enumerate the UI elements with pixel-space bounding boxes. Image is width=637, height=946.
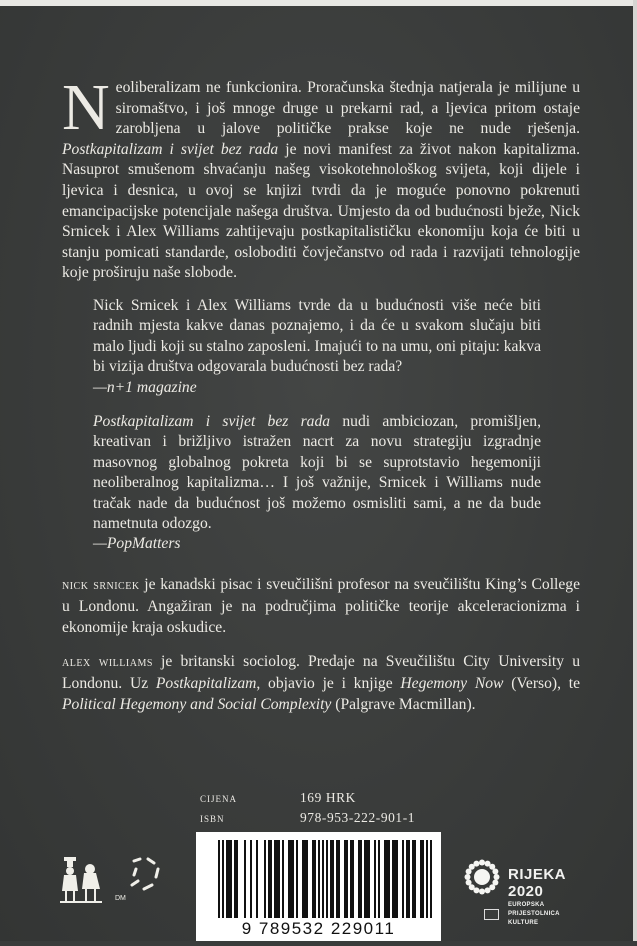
barcode-bar xyxy=(406,840,408,918)
rijeka-title: RIJEKA xyxy=(508,866,567,883)
quote-text: nudi ambiciozan, promišljen, kreativan i brižljivo istražen nacrt za novu strategiju izgradnje masovnog globalnog pokreta koji bi se suprotstavio hegemoniji neoliberalnog kapitalizma… I još važnije, Srnicek i Williams nude tračak nade da budućnost još možemo osmisliti sami, a ne da bude nametnuta odozgo. xyxy=(93,413,541,533)
barcode-bar xyxy=(338,840,340,918)
rijeka-sub-1: EUROPSKA xyxy=(508,902,545,908)
sun-ray xyxy=(479,889,485,895)
barcode-bar xyxy=(290,840,292,918)
barcode-bar xyxy=(274,840,276,918)
barcode-bar xyxy=(292,840,294,918)
bio-book-title: Postkapitalizam xyxy=(155,674,257,692)
barcode-bar xyxy=(414,840,416,918)
eu-flag-icon xyxy=(484,909,499,920)
blurb-text-2: je novi manifest za život nakon kapitalizma. Nasuprot smušenom shvaćanju našeg visokotehnološkog svijeta, koji dijele i ljevica i desnica, u ovoj se knjizi tvrdi da je moguće ponovno pokrenuti emancipacijske potencijale našega društva. Umjesto da od budućnosti bježe, Nick Srnicek i Alex Williams zahtijevaju postkapitalističku ekonomiju koja će biti u stanju pomicati standarde, osloboditi čovječanstvo od rada i razvijati tehnologije koje proširuju naše slobode. xyxy=(62,140,580,282)
barcode-bar xyxy=(408,840,410,918)
barcode-bar xyxy=(352,840,354,918)
barcode-bar xyxy=(282,840,284,918)
blurb-text-1: eoliberalizam ne funkcionira. Proračunska štednja natjerala je milijune u siromaštvo, i još mnoge druge u prekarni rad, a ljevica pritom ostaje zarobljena u jalove političke prakse koje ne nude rješenja. xyxy=(115,79,580,138)
isbn-row xyxy=(200,808,415,828)
barcode-bar xyxy=(226,840,228,918)
barcode-bar xyxy=(322,840,324,918)
barcode-bar xyxy=(304,840,306,918)
barcode-bar xyxy=(336,840,338,918)
barcode-bar xyxy=(306,840,308,918)
barcode-bar xyxy=(276,840,278,918)
barcode-bar xyxy=(314,840,316,918)
barcode-bar xyxy=(388,840,390,918)
rijeka-2020-logo xyxy=(508,866,566,927)
rijeka-2020-sun-icon xyxy=(462,857,502,897)
price-row xyxy=(200,788,415,808)
barcode-bar xyxy=(332,840,334,918)
bio-text: , objavio je i knjige xyxy=(256,674,401,692)
dm-label: DM xyxy=(115,895,126,902)
barcode-bar xyxy=(230,840,232,918)
bio-text: (Verso), te xyxy=(503,674,580,692)
rijeka-sub-2: PRIJESTOLNICA xyxy=(508,911,560,917)
barcode-bar xyxy=(244,840,246,918)
bio-book-title: Hegemony Now xyxy=(400,674,504,692)
barcode-bar xyxy=(344,840,346,918)
barcode-bar xyxy=(392,840,394,918)
author-bio-srnicek xyxy=(62,575,580,638)
barcode-bar xyxy=(366,840,368,918)
review-quote-1 xyxy=(93,296,541,398)
barcode-bar xyxy=(402,840,404,918)
barcode-bar xyxy=(234,840,236,918)
bio-text: (Palgrave Macmillan). xyxy=(331,695,476,713)
barcode-bar xyxy=(358,840,360,918)
barcode-bar xyxy=(278,840,280,918)
barcode-bar xyxy=(288,840,290,918)
barcode-bar xyxy=(364,840,366,918)
barcode-bar xyxy=(236,840,238,918)
barcode-bar xyxy=(318,840,320,918)
bio-text: je kanadski pisac i sveučilišni profesor na sveučilištu King’s College u Londonu. Angažiran je na područjima političke teorije akceleracionizma i ekonomije kraja oskudice. xyxy=(62,576,580,636)
barcode-bar xyxy=(430,840,432,918)
barcode-bar xyxy=(396,840,398,918)
barcode-bar xyxy=(326,840,328,918)
sun-ray xyxy=(485,887,491,893)
quote-source: —PopMatters xyxy=(93,535,181,553)
barcode-bar xyxy=(384,840,386,918)
barcode-digits: 9 789532 229011 xyxy=(241,919,396,938)
quote-book-title: Postkapitalizam i svijet bez rada xyxy=(93,413,331,430)
price-block xyxy=(200,788,415,828)
barcode-bar xyxy=(330,840,332,918)
sun-ray xyxy=(473,861,479,867)
rijeka-sub-3: KULTURE xyxy=(508,920,539,926)
review-quote-2 xyxy=(93,412,541,555)
barcode-bar xyxy=(422,840,424,918)
barcode-bar xyxy=(218,840,220,918)
sun-ray xyxy=(466,880,472,886)
price-value: 169 HRK xyxy=(300,790,356,805)
publisher-logo-icon xyxy=(60,855,106,905)
barcode-bar xyxy=(296,840,298,918)
author-name: alex williams xyxy=(62,655,153,670)
barcode-bar xyxy=(378,840,380,918)
barcode-bar xyxy=(394,840,396,918)
barcode-bar xyxy=(250,840,252,918)
author-bio-williams xyxy=(62,652,580,715)
barcode-bar xyxy=(346,840,348,918)
sun-ray xyxy=(494,874,500,880)
drop-cap: N xyxy=(62,71,110,144)
blurb-book-title: Postkapitalizam i svijet bez rada xyxy=(62,140,279,158)
barcode-bar xyxy=(256,840,258,918)
barcode-bar xyxy=(426,840,428,918)
barcode-bar xyxy=(420,840,422,918)
author-name: nick srnicek xyxy=(62,578,140,593)
barcode-bar xyxy=(268,840,270,918)
sun-ray xyxy=(465,874,471,880)
barcode-bar xyxy=(368,840,370,918)
sun-ray xyxy=(492,868,498,874)
price-label: cijena xyxy=(200,790,237,805)
barcode-bar xyxy=(350,840,352,918)
barcode-bar xyxy=(312,840,314,918)
isbn-value: 978-953-222-901-1 xyxy=(300,810,416,825)
barcode-bar xyxy=(264,840,266,918)
barcode-bar xyxy=(228,840,230,918)
barcode-bar xyxy=(412,840,414,918)
isbn-label: isbn xyxy=(200,810,225,825)
isbn-barcode xyxy=(196,832,441,941)
barcode-bar xyxy=(222,840,224,918)
quote-text: Nick Srnicek i Alex Williams tvrde da u budućnosti više neće biti radnih mjesta kakve danas poznajemo, i da će u svakom slučaju biti malo ljudi koji su stalno zaposleni. Imajući to na umu, oni pitaju: kakva bi vizija društva odgovarala budućnosti bez rada? xyxy=(93,297,541,376)
rijeka-year: 2020 xyxy=(508,883,544,900)
sun-ray xyxy=(479,860,485,866)
barcode-bar xyxy=(302,840,304,918)
barcode-bar xyxy=(270,840,272,918)
page-edge-right xyxy=(633,0,637,941)
barcode-bar xyxy=(374,840,376,918)
quote-source: —n+1 magazine xyxy=(93,378,197,396)
barcode-bar xyxy=(386,840,388,918)
blurb-paragraph xyxy=(62,71,580,284)
bio-text: je britanski sociolog. Predaje na Sveučilištu City University u Londonu. Uz xyxy=(62,653,580,692)
bio-book-title: Political Hegemony and Social Complexity xyxy=(62,695,332,713)
barcode-bar xyxy=(360,840,362,918)
page-edge-top xyxy=(0,0,637,6)
